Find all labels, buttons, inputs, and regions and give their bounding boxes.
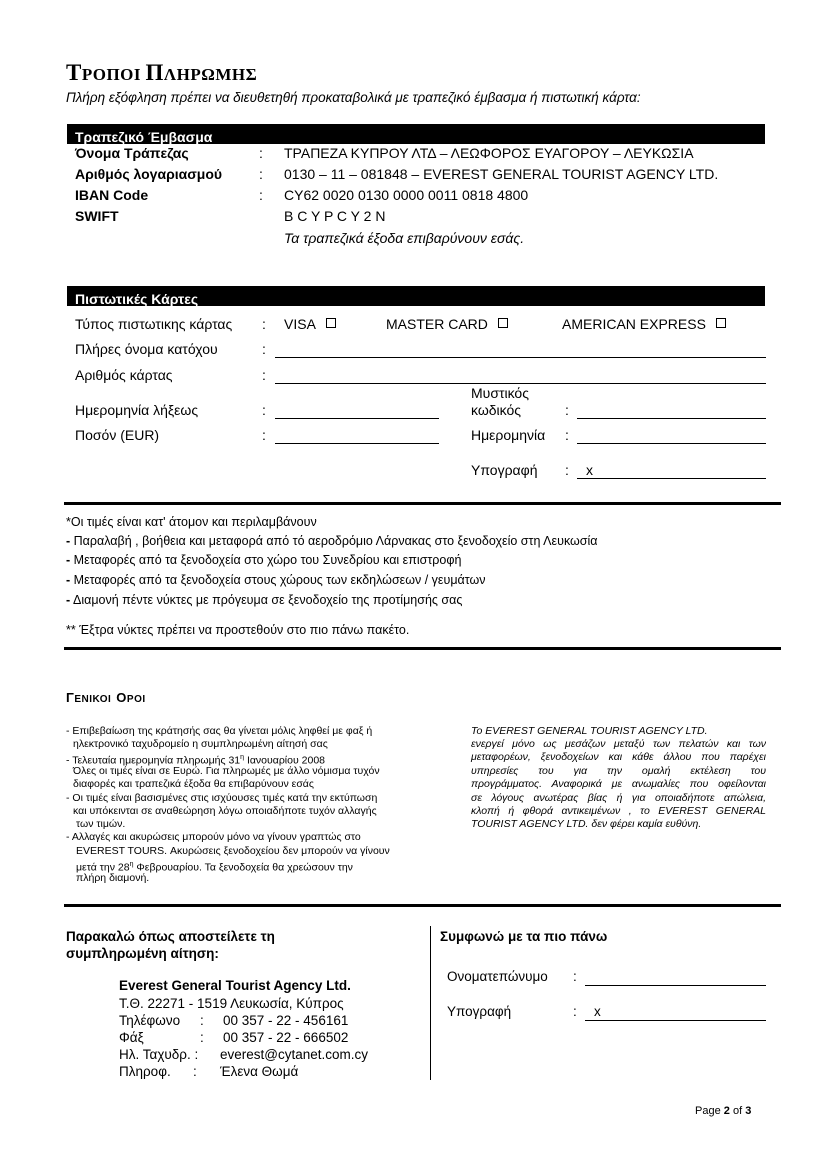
email-label: Ηλ. Ταχυδρ. : xyxy=(119,1047,199,1062)
expiry-date-label: Ημερομηνία λήξεως xyxy=(75,402,199,418)
colon: : xyxy=(200,1030,204,1045)
submit-request-line2: συμπληρωμένη αίτηση: xyxy=(66,946,219,961)
phone-number: 00 357 - 22 - 456161 xyxy=(223,1013,349,1028)
agreement-title: Συμφωνώ με τα πιο πάνω xyxy=(440,929,608,944)
list-item: - Διαμονή πέντε νύκτες με πρόγευμα σε ξενοδοχείο της προτίμησής σας xyxy=(66,593,463,607)
mastercard-label: MASTER CARD xyxy=(386,316,488,332)
email-address[interactable]: everest@cytanet.com.cy xyxy=(220,1047,369,1062)
swift-label: SWIFT xyxy=(75,208,119,224)
expiry-date-field[interactable] xyxy=(275,418,439,419)
mastercard-checkbox[interactable] xyxy=(498,318,508,328)
section-divider xyxy=(64,904,781,907)
card-type-label: Τύπος πιστωτικης κάρτας xyxy=(75,316,233,332)
list-item: - Παραλαβή , βοήθεια και μεταφορά από τό αεροδρόμιο Λάρνακας στο ξενοδοχείο στη Λευκωσία xyxy=(66,534,598,548)
iban-value: CY62 0020 0130 0000 0011 0818 4800 xyxy=(284,187,529,203)
account-number-value: 0130 – 11 – 081848 – EVEREST GENERAL TOURIST AGENCY LTD. xyxy=(284,166,719,182)
colon: : xyxy=(565,427,569,443)
payment-intro: Πλήρη εξόφληση πρέπει να διευθετηθή προκαταβολικά με τραπεζικό έμβασμα ή πιστωτική κάρτα: xyxy=(66,90,641,105)
card-signature-label: Υπογραφή xyxy=(471,462,538,478)
extra-nights-note: ** Έξτρα νύκτες πρέπει να προστεθούν στο πιο πάνω πακέτο. xyxy=(66,623,410,637)
card-signature-field[interactable] xyxy=(577,478,766,479)
amex-option[interactable] xyxy=(562,316,726,332)
secret-code-label-line1: Μυστικός xyxy=(471,385,529,401)
bank-name-label: Όνομα Τράπεζας xyxy=(75,145,189,161)
amex-checkbox[interactable] xyxy=(716,318,726,328)
colon: : xyxy=(200,1013,204,1028)
colon: : xyxy=(262,316,266,332)
agreement-signature-label: Υπογραφή xyxy=(447,1004,512,1019)
terms-heading: ΓΕΝΙΚΟΙ ΟΡΟΙ xyxy=(66,690,146,705)
colon: : xyxy=(573,1004,577,1019)
signature-mark: x xyxy=(586,462,593,478)
colon: : xyxy=(565,462,569,478)
includes-heading: *Οι τιμές είναι κατ' άτομον και περιλαμβάνουν xyxy=(66,515,317,529)
colon: : xyxy=(262,402,266,418)
secret-code-field[interactable] xyxy=(577,418,766,419)
section-divider xyxy=(64,647,781,650)
list-item: - Μεταφορές από τα ξενοδοχεία στο χώρο του Συνεδρίου και επιστροφή xyxy=(66,553,462,567)
agreement-signature-field[interactable] xyxy=(585,1020,766,1021)
column-divider xyxy=(430,926,431,1080)
bank-fees-note: Τα τραπεζικά έξοδα επιβαρύνουν εσάς. xyxy=(284,230,525,246)
mastercard-option[interactable] xyxy=(386,316,508,332)
postal-address: Τ.Θ. 22271 - 1519 Λευκωσία, Κύπρος xyxy=(119,996,344,1011)
colon: : xyxy=(259,145,263,161)
full-name-field[interactable] xyxy=(585,985,766,986)
amount-label: Ποσόν (EUR) xyxy=(75,427,160,443)
credit-cards-header: Πιστωτικές Κάρτες xyxy=(67,286,765,306)
card-date-label: Ημερομηνία xyxy=(471,427,546,443)
secret-code-label-line2: κωδικός xyxy=(471,402,522,418)
fax-label: Φάξ xyxy=(119,1030,144,1045)
phone-label: Τηλέφωνο xyxy=(119,1013,181,1028)
bank-name-value: ΤΡΑΠΕΖΑ ΚΥΠΡΟΥ ΛΤΔ – ΛΕΩΦΟΡΟΣ ΕΥΑΓΟΡΟΥ – ΛΕΥΚΩΣΙΑ xyxy=(284,145,694,161)
iban-label: IBAN Code xyxy=(75,187,149,203)
company-name: Everest General Tourist Agency Ltd. xyxy=(119,978,351,993)
fax-number: 00 357 - 22 - 666502 xyxy=(223,1030,349,1045)
amount-field[interactable] xyxy=(275,443,439,444)
info-label: Πληροφ. xyxy=(119,1064,171,1079)
visa-option[interactable] xyxy=(284,316,336,332)
amex-label: AMERICAN EXPRESS xyxy=(562,316,706,332)
section-divider xyxy=(64,502,781,505)
colon: : xyxy=(262,427,266,443)
page-title: ΤΡΟΠΟΙ ΠΛΗΡΩΜΗΣ xyxy=(66,60,258,85)
submit-request-line1: Παρακαλώ όπως αποστείλετε τη xyxy=(66,929,275,944)
card-number-label: Αριθμός κάρτας xyxy=(75,367,173,383)
card-date-field[interactable] xyxy=(577,443,766,444)
card-number-field[interactable] xyxy=(275,383,766,384)
colon: : xyxy=(565,402,569,418)
colon: : xyxy=(193,1064,197,1079)
page-number: Page 2 of 3 xyxy=(695,1105,752,1117)
visa-checkbox[interactable] xyxy=(326,318,336,328)
account-number-label: Αριθμός λογαριασμού xyxy=(75,166,223,182)
full-name-label: Ονοματεπώνυμο xyxy=(447,969,548,984)
info-contact-name: Έλενα Θωμά xyxy=(220,1064,299,1079)
signature-mark: x xyxy=(594,1004,601,1019)
colon: : xyxy=(262,367,266,383)
visa-label: VISA xyxy=(284,316,316,332)
list-item: - Μεταφορές από τα ξενοδοχεία στους χώρους των εκδηλώσεων / γευμάτων xyxy=(66,573,486,587)
colon: : xyxy=(259,187,263,203)
card-holder-field[interactable] xyxy=(275,357,766,358)
swift-value: B C Y P C Y 2 N xyxy=(284,208,386,224)
colon: : xyxy=(259,166,263,182)
bank-transfer-header: Τραπεζικό Έμβασμα xyxy=(67,124,765,144)
card-holder-label: Πλήρες όνομα κατόχου xyxy=(75,341,218,357)
colon: : xyxy=(573,969,577,984)
colon: : xyxy=(262,341,266,357)
